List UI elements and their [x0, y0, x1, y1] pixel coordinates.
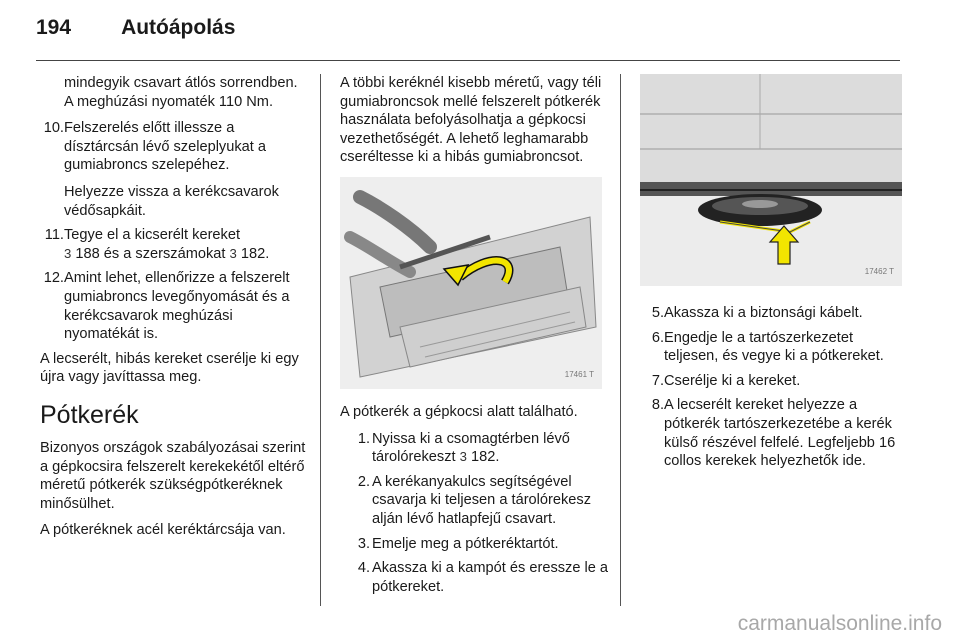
list-text: A kerékanyakulcs segítségével csavarja ki teljesen a tárolórekesz alján lévő hatlapfejű csavart. [372, 473, 592, 527]
page-ref-arrow-icon: 3 [459, 449, 467, 465]
figure-code: 17462 T [864, 267, 894, 277]
list-number: 5. [651, 305, 664, 321]
list-item [340, 559, 612, 596]
list-item [640, 329, 902, 366]
page-ref-arrow-icon: 3 [229, 245, 237, 261]
column-2 [340, 74, 612, 602]
page-number: 194 [36, 16, 72, 39]
page-ref-link[interactable]: 188 és a szerszámokat [75, 245, 226, 262]
list-item [40, 269, 306, 343]
list-number: 7. [651, 372, 664, 389]
list-item [40, 119, 306, 220]
list-item [40, 226, 306, 263]
list-text: Cserélje ki a kereket. [664, 372, 801, 389]
list-text: Nyissa ki a csomagtérben lévő tárolórekeszt [372, 430, 570, 466]
list-item [340, 535, 612, 554]
paragraph: A pótkeréknek acél keréktárcsája van. [40, 522, 286, 539]
list-number: 2. [357, 473, 370, 490]
list-text: Engedje le a tartószerkezetet teljesen, és vegye ki a pótkereket. [664, 329, 884, 365]
underbody-illustration [640, 74, 902, 286]
figure-caption: A pótkerék a gépkocsi alatt található. [340, 403, 578, 420]
list-text: Emelje meg a pótkeréktartót. [372, 535, 559, 552]
column-separator-2 [620, 74, 621, 606]
page-title: Autóápolás [121, 16, 236, 39]
list-number: 10. [43, 120, 64, 137]
column-separator-1 [320, 74, 321, 606]
list-extra-text: Helyezze vissza a kerékcsavarok védősapkáit. [64, 183, 279, 219]
list-item [340, 473, 612, 529]
list-text: Tegye el a kicserélt kereket [64, 227, 241, 244]
figure-code: 17461 T [564, 370, 594, 380]
list-item [640, 396, 902, 470]
list-text: Akassza ki a biztonsági kábelt. [664, 305, 863, 321]
list-number: 4. [357, 560, 370, 577]
header-rule [36, 60, 900, 61]
list-text: A lecserélt kereket helyezze a pótkerék tartószerkezetébe a kerék külső részével felfelé. Legfeljebb 16 collos kerekek helyezhetők ide. [664, 397, 896, 470]
intro-paragraph: A többi keréknél kisebb méretű, vagy téli gumiabroncsok mellé felszerelt pótkerék használata befolyásolhatja a gépkocsi vezethetőségét. A lehető leghamarabb cseréltesse ki a hibás gumiabroncsot. [340, 75, 602, 166]
list-number: 3. [357, 535, 370, 552]
figure-spare-wheel-carrier [640, 74, 902, 286]
watermark: carmanualsonline.info [737, 612, 942, 635]
figure-trunk-storage [340, 177, 602, 389]
list-number: 12. [43, 270, 64, 287]
trunk-illustration [340, 177, 602, 389]
section-heading: Pótkerék [40, 400, 139, 429]
page-ref-link[interactable]: 182. [240, 245, 270, 262]
paragraph: Bizonyos országok szabályozásai szerint a gépkocsira felszerelt kerekekétől eltérő méretű pótkerék szükségpótkeréknek minősülhet. [40, 439, 306, 512]
list-text: Amint lehet, ellenőrizze a felszerelt gumiabroncs levegőnyomását és a kerékcsavarok meghúzási nyomatékát is. [64, 270, 290, 343]
list-number: 11. [44, 227, 64, 244]
list-number: 1. [357, 430, 370, 447]
page-header [36, 16, 235, 40]
continuation-text: mindegyik csavart átlós sorrendben. A meghúzási nyomaték 110 Nm. [64, 75, 298, 110]
list-item [640, 304, 902, 323]
list-item [340, 430, 612, 467]
page-ref-arrow-icon: 3 [64, 245, 72, 261]
paragraph: A lecserélt, hibás kereket cserélje ki egy újra vagy javíttassa meg. [40, 350, 299, 386]
list-text: Akassza ki a kampót és eressze le a pótkereket. [372, 560, 609, 595]
column-3 [640, 74, 902, 477]
page-ref-link[interactable]: 182. [470, 449, 500, 466]
list-number: 8. [651, 397, 664, 414]
list-item [640, 372, 902, 391]
list-number: 6. [651, 329, 664, 346]
column-1 [40, 74, 306, 548]
list-text: Felszerelés előtt illessze a dísztárcsán lévő szeleplyukat a gumiabroncs szelepéhez. [64, 120, 266, 174]
